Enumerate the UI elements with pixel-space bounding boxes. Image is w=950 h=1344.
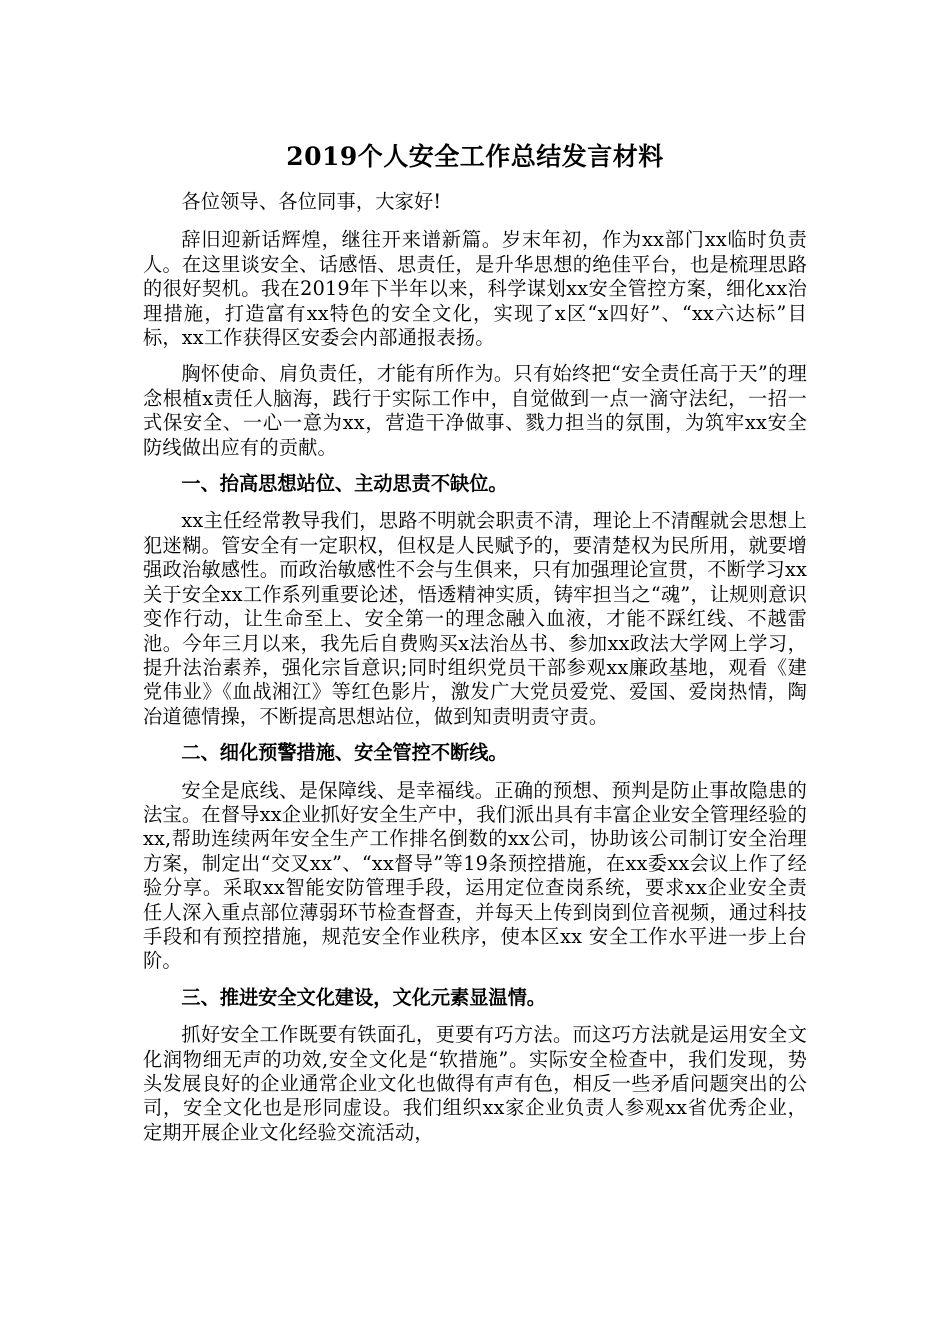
section-body-2: 安全是底线、是保障线、是幸福线。正确的预想、预判是防止事故隐患的法宝。在督导xx企业抓好安全生产中，我们派出具有丰富企业安全管理经验的xx,帮助连续两年安全生产工作排名倒数的xx公司，协助该公司制订安全治理方案，制定出“交叉xx”、“xx督导”等19条预控措施，在xx委xx会议上作了经验分享。采取xx智能安防管理手段，运用定位查岗系统，要求xx企业安全责任人深入重点部位薄弱环节检查督查，并每天上传到岗到位音视频，通过科技手段和有预控措施，规范安全作业秩序，使本区xx 安全工作水平进一步上台阶。: [143, 778, 807, 973]
document-page: [143, 140, 807, 1157]
section-heading-2: 二、细化预警措施、安全管控不断线。: [181, 741, 508, 765]
document-title: 2019个人安全工作总结发言材料: [286, 142, 664, 171]
section-body-1: xx主任经常教导我们，思路不明就会职责不清，理论上不清醒就会思想上犯迷糊。管安全有一定职权，但权是人民赋予的，要清楚权为民所用，就要增强政治敏感性。而政治敏感性不会与生俱来，只有加强理论宣贯，不断学习xx关于安全xx工作系列重要论述，悟透精神实质，铸牢担当之“魂”，让规则意识变作行动，让生命至上、安全第一的理念融入血液，才能不踩红线、不越雷池。今年三月以来，我先后自费购买x法治丛书、参加xx政法大学网上学习，提升法治素养，强化宗旨意识;同时组织党员干部参观xx廉政基地，观看《建党伟业》《血战湘江》等红色影片，激发广大党员爱党、爱国、爱岗热情，陶冶道德情操，不断提高思想站位，做到知责明责守责。: [143, 509, 807, 728]
greeting-paragraph: 各位领导、各位同事，大家好!: [181, 190, 442, 213]
intro-paragraph-1: 辞旧迎新话辉煌，继往开来谱新篇。岁末年初，作为xx部门xx临时负责人。在这里谈安全、话感悟、思责任，是升华思想的绝佳平台，也是梳理思路的很好契机。我在2019年下半年以来，科学谋划xx安全管控方案，细化xx治理措施，打造富有xx特色的安全文化，实现了x区“x四好”、“xx六达标”目标，xx工作获得区安委会内部通报表扬。: [143, 228, 807, 350]
intro-paragraph-2: 胸怀使命、肩负责任，才能有所作为。只有始终把“安全责任高于天”的理念根植x责任人脑海，践行于实际工作中，自觉做到一点一滴守法纪，一招一式保安全、一心一意为xx，营造干净做事、戮力担当的氛围，为筑牢xx安全防线做出应有的贡献。: [143, 362, 807, 459]
section-body-3: 抓好安全工作既要有铁面孔，更要有巧方法。而这巧方法就是运用安全文化润物细无声的功效,安全文化是“软措施”。实际安全检查中，我们发现，势头发展良好的企业通常企业文化也做得有声有色，相反一些矛盾问题突出的公司，安全文化也是形同虚设。我们组织xx家企业负责人参观xx省优秀企业，定期开展企业文化经验交流活动，: [143, 1023, 807, 1144]
section-heading-3: 三、推进安全文化建设，文化元素显温情。: [181, 985, 546, 1009]
section-heading-1: 一、抬高思想站位、主动思责不缺位。: [181, 472, 508, 496]
